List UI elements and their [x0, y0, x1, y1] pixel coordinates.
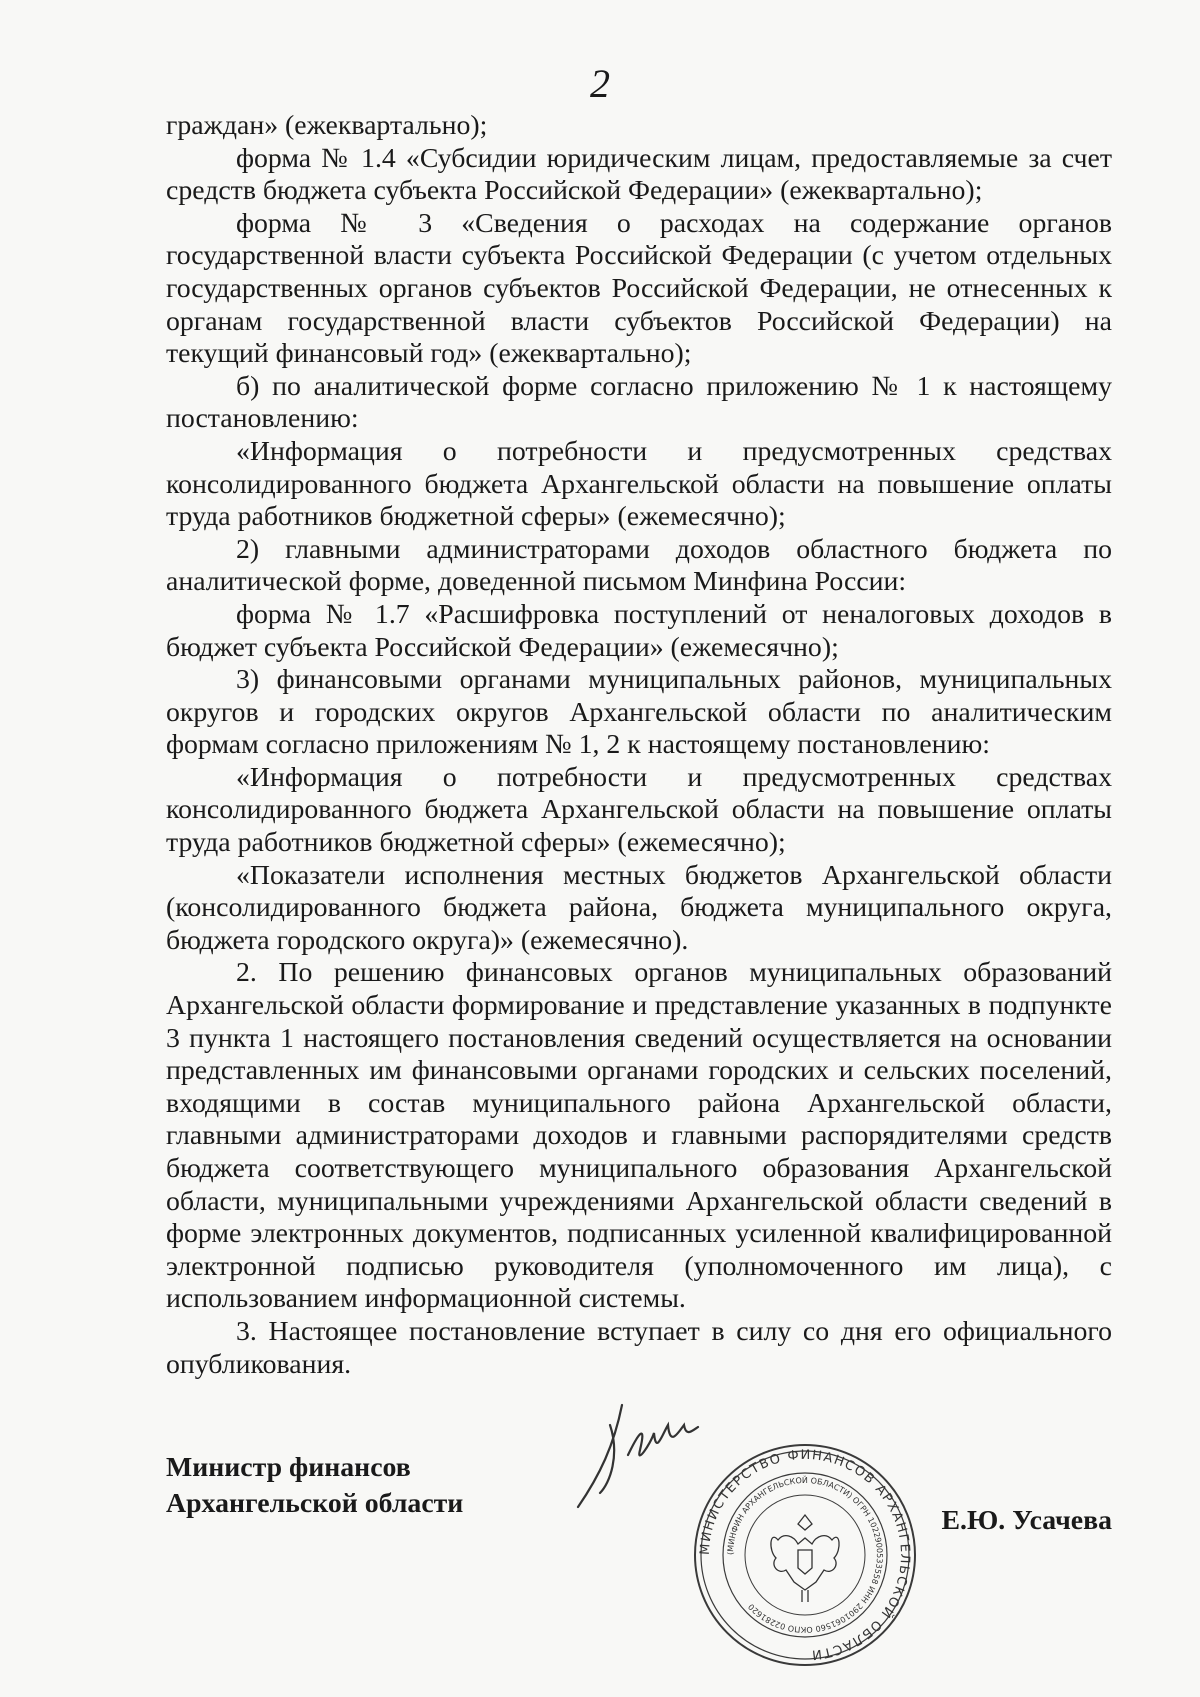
paragraph: граждан» (ежеквартально); — [166, 110, 488, 141]
official-seal — [690, 1440, 920, 1670]
paragraph: «Показатели исполнения местных бюджетов Архангельской области (консолидированного бюджета района, бюджета муниципального округа, бюджета городского округа)» (ежемесячно). — [166, 859, 1112, 956]
body-text — [166, 110, 1112, 1381]
paragraph: «Информация о потребности и предусмотренных средствах консолидированного бюджета Архангельской области на повышение оплаты труда работников бюджетной сферы» (ежемесячно); — [166, 435, 1112, 533]
paragraph: 2. По решению финансовых органов муниципальных образований Архангельской области формирование и представление указанных в подпункте 3 пункта 1 настоящего постановления сведений осуществляется на основании представленных им финансовыми органами городских и сельских поселений, входящими в состав муниципального района Архангельской области, главными администраторами доходов и главными распорядителями средств бюджета соответствующего муниципального образования Архангельской области, муниципальными учреждениями Архангельской области сведений в форме электронных документов, подписанных усиленной квалифицированной электронной подписью руководителя (уполномоченного им лица), с использованием информационной системы. — [166, 957, 1112, 1315]
paragraph: форма № 1.4 «Субсидии юридическим лицам, предоставляемые за счет средств бюджета субъекта Российской Федерации» (ежеквартально); — [166, 142, 1112, 207]
paragraph: б) по аналитической форме согласно приложению № 1 к настоящему постановлению: — [166, 370, 1112, 435]
signatory-title-line: Министр финансов — [166, 1452, 411, 1483]
signatory-name: Е.Ю. Усачева — [941, 1505, 1112, 1536]
paragraph: 3) финансовыми органами муниципальных районов, муниципальных округов и городских округов Архангельской области по аналитическим формам согласно приложениям № 1, 2 к настоящему постановлению: — [166, 664, 1112, 761]
paragraph: форма № 1.7 «Расшифровка поступлений от неналоговых доходов в бюджет субъекта Российской Федерации» (ежемесячно); — [166, 598, 1112, 663]
signatory-title-line: Архангельской области — [166, 1488, 464, 1519]
page-number: 2 — [590, 61, 610, 106]
signatory-title — [166, 1450, 463, 1522]
paragraph: «Информация о потребности и предусмотренных средствах консолидированного бюджета Архангельской области на повышение оплаты труда работников бюджетной сферы» (ежемесячно); — [166, 761, 1112, 859]
svg-text:(МИНФИН АРХАНГЕЛЬСКОЙ ОБЛАСТИ) — [726, 1474, 884, 1634]
seal-outer-text: МИНИСТЕРСТВО ФИНАНСОВ АРХАНГЕЛЬСКОЙ ОБЛАСТИ — [697, 1447, 913, 1662]
paragraph: 2) главными администраторами доходов областного бюджета по аналитической форме, доведенной письмом Минфина России: — [166, 533, 1112, 598]
coat-of-arms-icon — [771, 1515, 839, 1602]
seal-inner-text: (МИНФИН АРХАНГЕЛЬСКОЙ ОБЛАСТИ) ОГРН 1022900533558 ИНН 2901061560 ОКПО 02281620 — [725, 1475, 885, 1635]
paragraph: форма № 3 «Сведения о расходах на содержание органов государственной власти субъекта Российской Федерации (с учетом отдельных государственных органов субъектов Российской Федерации, не отнесенных к органам государственной власти субъектов Российской Федерации) на текущий финансовый год» (ежеквартально); — [166, 207, 1112, 370]
paragraph: 3. Настоящее постановление вступает в силу со дня его официального опубликования. — [166, 1315, 1112, 1380]
